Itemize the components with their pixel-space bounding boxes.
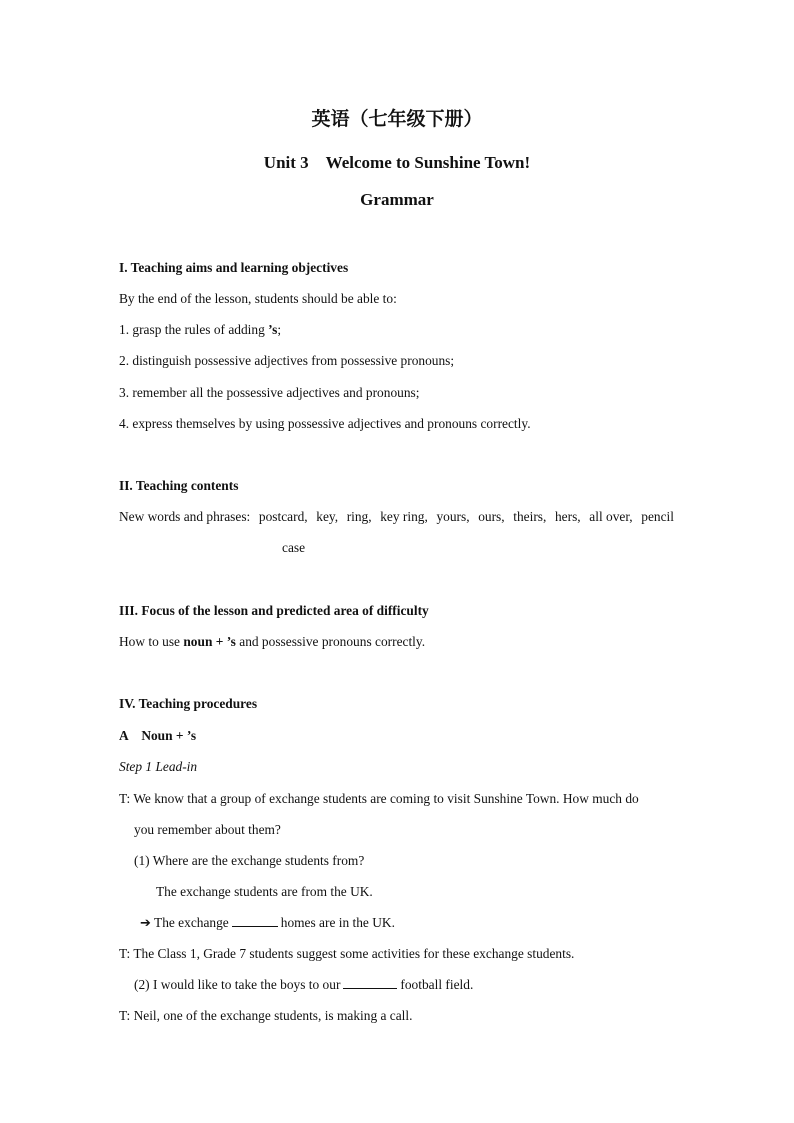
teacher-line-2: T: The Class 1, Grade 7 students suggest some activities for these exchange students. bbox=[119, 946, 575, 961]
focus-text-bold: noun + ’s bbox=[183, 634, 236, 649]
fill-blank-1[interactable] bbox=[232, 914, 278, 927]
section-3-heading: III. Focus of the lesson and predicted area of difficulty bbox=[119, 603, 429, 618]
answer-1: The exchange students are from the UK. bbox=[156, 884, 373, 899]
focus-text bbox=[119, 633, 425, 651]
question-1: (1) Where are the exchange students from? bbox=[134, 853, 365, 868]
words-line bbox=[119, 508, 674, 526]
word-item: postcard, bbox=[258, 509, 308, 524]
arrow-exercise-post: homes are in the UK. bbox=[280, 915, 395, 930]
objective-1 bbox=[119, 321, 281, 339]
teacher-line-1: T: We know that a group of exchange students are coming to visit Sunshine Town. How much do bbox=[119, 791, 639, 806]
focus-text-post: and possessive pronouns correctly. bbox=[235, 634, 426, 649]
objective-1-bold: ’s bbox=[268, 322, 278, 337]
fill-blank-2[interactable] bbox=[343, 976, 397, 989]
section-1-intro: By the end of the lesson, students should be able to: bbox=[119, 291, 397, 306]
teacher-line-1-cont: you remember about them? bbox=[134, 822, 281, 837]
question-2-post: football field. bbox=[400, 977, 474, 992]
objective-1-end: ; bbox=[277, 322, 282, 337]
question-2 bbox=[134, 976, 473, 994]
words-continued: case bbox=[282, 540, 306, 555]
teacher-line-3: T: Neil, one of the exchange students, is making a call. bbox=[119, 1008, 413, 1023]
word-item: ours, bbox=[478, 509, 505, 524]
focus-text-pre: How to use bbox=[119, 634, 184, 649]
objective-2: 2. distinguish possessive adjectives from possessive pronouns; bbox=[119, 353, 455, 368]
question-2-pre: (2) I would like to take the boys to our bbox=[134, 977, 341, 992]
arrow-exercise-pre: The exchange bbox=[154, 915, 229, 930]
word-item: ring, bbox=[346, 509, 372, 524]
subject-title: 英语（七年级下册） bbox=[311, 109, 483, 130]
step-1-heading: Step 1 Lead-in bbox=[119, 759, 198, 774]
word-item: theirs, bbox=[513, 509, 547, 524]
word-item: hers, bbox=[554, 509, 581, 524]
word-item: key ring, bbox=[380, 509, 428, 524]
word-item: yours, bbox=[436, 509, 470, 524]
lesson-title: Grammar bbox=[360, 190, 434, 209]
word-item: pencil bbox=[641, 509, 674, 524]
subsection-a-heading: A Noun + ’s bbox=[119, 728, 197, 743]
words-label: New words and phrases: bbox=[119, 509, 251, 524]
section-2-heading: II. Teaching contents bbox=[119, 478, 239, 493]
section-4-heading: IV. Teaching procedures bbox=[119, 696, 258, 711]
objective-1-text: 1. grasp the rules of adding bbox=[119, 322, 269, 337]
objective-3: 3. remember all the possessive adjectives and pronouns; bbox=[119, 385, 420, 400]
arrow-right-icon: ➔ bbox=[140, 916, 151, 931]
section-1-heading: I. Teaching aims and learning objectives bbox=[119, 260, 349, 275]
arrow-exercise bbox=[140, 914, 395, 933]
word-item: all over, bbox=[589, 509, 633, 524]
word-item: key, bbox=[316, 509, 339, 524]
objective-4: 4. express themselves by using possessive adjectives and pronouns correctly. bbox=[119, 416, 531, 431]
unit-title: Unit 3 Welcome to Sunshine Town! bbox=[263, 153, 531, 172]
